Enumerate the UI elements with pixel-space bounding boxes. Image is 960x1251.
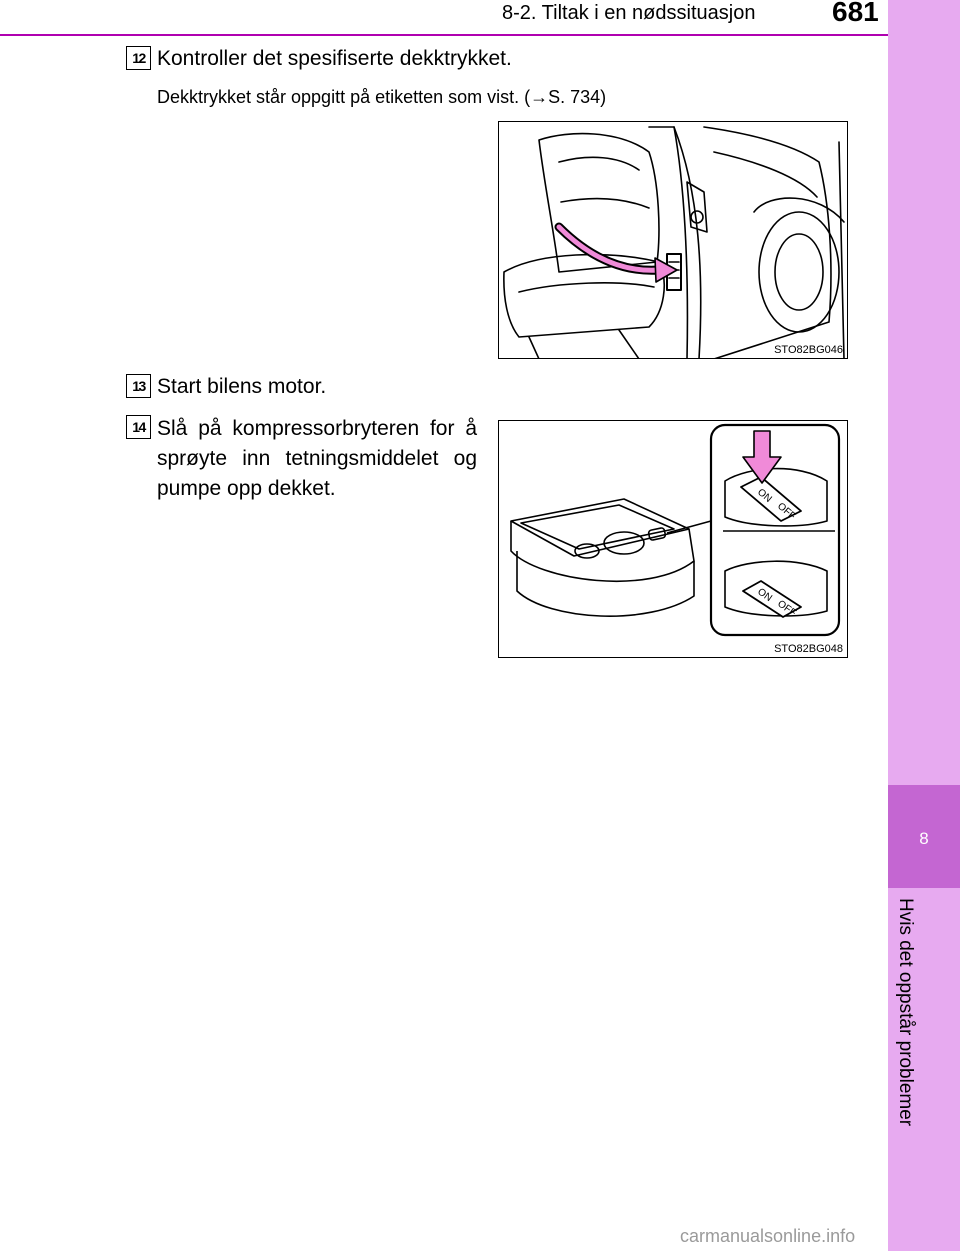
switch-off-label: OFF [775,500,798,523]
switch-off-label: OFF [775,598,798,619]
chapter-number: 8 [919,829,929,848]
switch-on-label: ON [755,586,774,605]
step-note: Dekktrykket står oppgitt på etiketten som vist. (→S. 734) [157,87,607,107]
step-number-badge: 13 [126,374,151,398]
chapter-title: Hvis det oppstår problemer [895,898,916,1127]
page-number: 681 [832,0,879,27]
compressor-switch-figure [498,420,848,658]
step-instruction: Slå på kompressorbryteren for å sprøyte inn tetningsmiddelet og pumpe opp dekket. [157,417,477,500]
figure-code: STO82BG048 [774,643,843,655]
car-door-pillar-illustration [499,122,848,359]
step-number-badge: 12 [126,46,151,70]
section-title: 8-2. Tiltak i en nødssituasjon [502,2,756,24]
header-rule [0,34,888,36]
tire-pressure-label-figure [498,121,848,359]
figure-code: STO82BG046 [774,344,843,356]
switch-on-label: ON [755,486,774,505]
step-instruction: Kontroller det spesifiserte dekktrykket. [157,47,512,70]
step-instruction: Start bilens motor. [157,375,327,398]
step-number-badge: 14 [126,415,151,439]
watermark: carmanualsonline.info [680,1226,856,1246]
compressor-illustration [499,421,848,658]
